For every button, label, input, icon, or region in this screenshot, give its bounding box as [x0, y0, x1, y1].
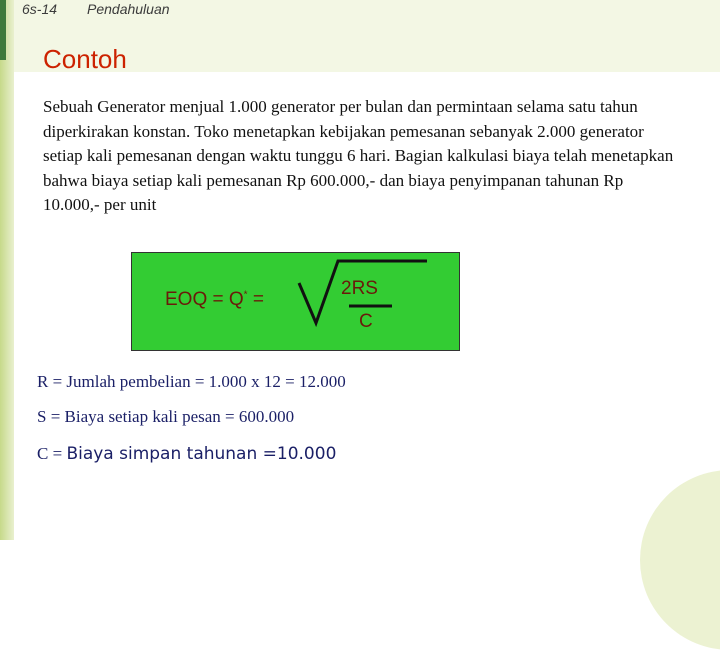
definition-c-prefix: C =: [37, 444, 67, 463]
left-accent-bar: [0, 0, 14, 540]
definition-r: R = Jumlah pembelian = 1.000 x 12 = 12.000: [37, 372, 346, 391]
formula-numerator: 2RS: [341, 278, 378, 299]
slide-title: Contoh: [43, 44, 127, 74]
eoq-formula-box: [131, 252, 460, 351]
eoq-superscript: *: [243, 289, 248, 301]
definition-c-text: Biaya simpan tahunan =10.000: [66, 444, 337, 464]
section-title: Pendahuluan: [87, 1, 170, 17]
eoq-label: EOQ = Q: [165, 289, 244, 310]
square-root-sign: [132, 253, 459, 350]
definition-s: S = Biaya setiap kali pesan = 600.000: [37, 407, 295, 426]
problem-paragraph: Sebuah Generator menjual 1.000 generator per bulan dan permintaan selama satu tahun diperkirakan konstan. Toko menetapkan kebijakan pemesanan sebanyak 2.000 generator setiap kali pemesanan dengan waktu tunggu 6 hari. Bagian kalkulasi biaya telah menetapkan bahwa biaya setiap kali pemesanan Rp 600.000,- dan biaya penyimpanan tahunan Rp 10.000,- per unit: [43, 97, 674, 214]
decorative-circle: [640, 470, 720, 650]
eoq-equals: =: [247, 289, 264, 310]
definition-c: [37, 444, 336, 464]
slide-number: 6s-14: [22, 1, 58, 17]
formula-denominator: C: [359, 311, 373, 332]
left-accent-dark: [0, 0, 6, 60]
